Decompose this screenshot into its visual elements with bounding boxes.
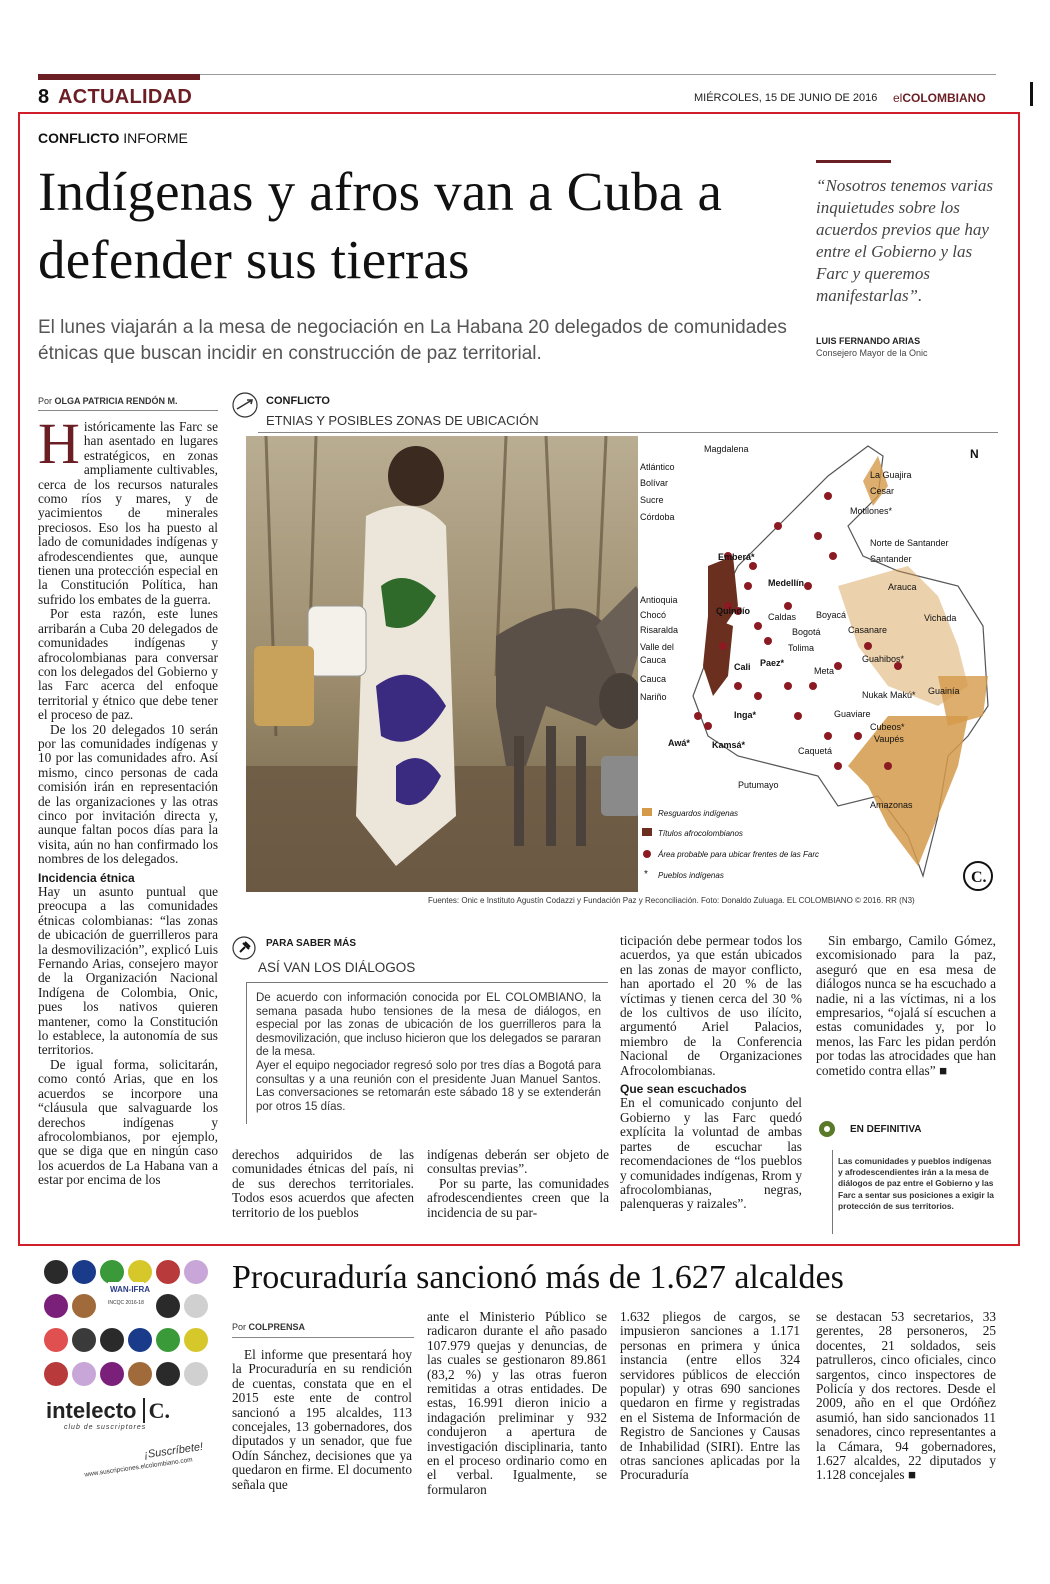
ad-circle (128, 1362, 152, 1386)
map-label: Quindío (716, 606, 750, 616)
ad-circle (156, 1328, 180, 1352)
ad-brand-logo: C. (143, 1398, 170, 1423)
section-subtitle: Que sean escuchados (620, 1082, 747, 1097)
bottom-byline-prefix: Por (232, 1322, 249, 1332)
quote-role: Consejero Mayor de la Onic (816, 348, 928, 358)
article-subhead: El lunes viajarán a la mesa de negociación en La Habana 20 delegados de comunidades étnicas que buscan incidir en construcción de paz territorial. (38, 317, 787, 364)
bottom-byline-name: COLPRENSA (248, 1322, 306, 1332)
map-label: Meta (814, 666, 835, 676)
ad-brand-sub: club de suscriptores (64, 1424, 147, 1431)
bottom-column-4 (816, 1310, 996, 1483)
section-color-bar (38, 74, 200, 80)
ad-brand[interactable] (46, 1398, 170, 1424)
ad-circle (44, 1328, 68, 1352)
map-label: Kamsá* (712, 740, 746, 750)
farc-area-dot (784, 602, 792, 610)
legend-swatch-afro (642, 828, 652, 836)
map-label: Córdoba (640, 512, 675, 522)
drop-cap: H (38, 420, 80, 476)
map-label: Arauca (888, 582, 917, 592)
map-label: Cauca (640, 655, 667, 665)
farc-area-dot (884, 762, 892, 770)
ad-circle (100, 1328, 124, 1352)
newspaper-brand (893, 91, 986, 105)
quote-author: LUIS FERNANDO ARIAS (816, 336, 921, 346)
farc-area-dot (764, 637, 772, 645)
farc-area-dot (824, 492, 832, 500)
farc-area-dot (744, 582, 752, 590)
farc-area-dot (694, 712, 702, 720)
byline (38, 396, 178, 406)
paragraph: 1.632 pliegos de cargos, se impusieron sanciones a 1.171 personas en primera y única instancia (entre ellos 324 servidores públicos de elección popular) y otras 690 sanciones quedaron en firme y registradas en el Sistema de Información de Registro de Sanciones y Causas de Inhabilidad (SIRI). Entre las otras sanciones aplicadas por la Procuraduría (620, 1309, 800, 1483)
bottom-column-1 (232, 1348, 412, 1492)
map-label: Bolívar (640, 478, 669, 488)
map-label: Paez* (760, 658, 785, 668)
map-label: Chocó (640, 610, 667, 620)
legend-label: Área probable para ubicar frentes de las Farc (658, 850, 819, 859)
legend-star: * (644, 869, 648, 880)
ad-circle (128, 1328, 152, 1352)
svg-text:C.: C. (971, 869, 987, 886)
ad-url[interactable]: www.suscripciones.elcolombiano.com (84, 1456, 194, 1479)
farc-area-dot (754, 692, 762, 700)
article-column-2 (232, 1148, 414, 1220)
article-column-1 (38, 420, 218, 1228)
ad-circle (44, 1260, 68, 1284)
farc-area-dot (864, 642, 872, 650)
ad-circle (128, 1260, 152, 1284)
map-label: Risaralda (640, 625, 679, 635)
map-label: Amazonas (870, 800, 913, 810)
map-label: Vaupés (874, 734, 904, 744)
map-label: Medellín (768, 578, 805, 588)
paragraph: En el comunicado conjunto del Gobierno y las Farc quedó explícita la voluntad de ambas partes de escuchar las recomendaciones de “los pueblos y comunidades indígenas, Rrom y afrocolombianas, negras, palenqueras y raizales”. (620, 1095, 802, 1212)
farc-area-dot (854, 732, 862, 740)
edge-marker (1030, 82, 1033, 106)
box-paragraph: Ayer el equipo negociador regresó solo por tres días a Bogotá para consultas y a una reunión con el presidente Juan Manuel Santos. Las conversaciones se retomarán este sábado 18 y se extenderán por otros 15 días. (256, 1059, 601, 1113)
infographic-kicker: CONFLICTO (266, 395, 330, 407)
colombia-map (638, 436, 998, 892)
map-label: Vichada (924, 613, 957, 623)
map-label: Guainía (928, 686, 960, 696)
byline-rule (38, 410, 218, 411)
farc-area-dot (829, 552, 837, 560)
map-label: Nariño (640, 692, 667, 702)
map-label: Emberá* (718, 552, 755, 562)
paragraph: Sin embargo, Camilo Gómez, excomisionado para la paz, aseguró que en esa mesa de diálogos nunca se ha escuchado a nadie, ni a las víctimas, ni a los empresarios, “ojalá sí escuchen a estas comunidades y, por lo menos, las Farc les pidan perdón por todas las atrocidades que han cometido contra ellas” ■ (816, 933, 996, 1078)
definitiva-icon (818, 1120, 836, 1138)
bottom-byline-rule (232, 1337, 414, 1338)
ad-badge: WAN-IFRA (110, 1285, 150, 1294)
map-label: Caldas (768, 612, 797, 622)
ad-circle (184, 1260, 208, 1284)
paragraph: El informe que presentará hoy la Procuraduría en su rendición de cuentas, constata que en el 2015 este ente de control sancionó a 195 alcaldes, 113 concejales, 13 gobernadores, dos diputados y un senador, que fue Odín Sánchez, decisiones que ya quedaron en firme. El documento señala que (232, 1347, 412, 1492)
infographic-icon (232, 392, 258, 418)
paragraph: De los 20 delegados 10 serán por las comunidades indígenas y 10 por las comunidades afro. Así mismo, cinco personas de cada comisión irán en representación de las organizaciones y las otras cinco por invitación directa y, aunque faltan pocos días para la visita, aún no han confirmado los nombres de los delegados. (38, 721, 218, 867)
farc-area-dot (704, 722, 712, 730)
definitiva-text: Las comunidades y pueblos indígenas y afrodescendientes irán a la mesa de diálogos de paz entre el Gobierno y las Farc a sentar sus posiciones a exigir la protección de sus territorios. (838, 1156, 994, 1211)
paragraph: Por su parte, las comunidades afrodescendientes creen que la incidencia de su par- (427, 1175, 609, 1220)
map-label: Norte de Santander (870, 538, 949, 548)
map-drawing (638, 436, 998, 892)
map-label: Nukak Makú* (862, 690, 916, 700)
map-label: Awá* (668, 738, 690, 748)
paragraph: se destacan 53 secretarios, 33 gerentes, 28 personeros, 25 docentes, 21 soldados, seis patrulleros, cinco oficiales, cinco sargentos, cinco inspectores de Policía y dos rectores. Desde el 2009, año en el que Ordóñez asumió, han sido sancionados 11 senadores, cinco representantes a la Cámara, 94 gobernadores, 1.627 alcaldes, 22 diputados y 1.128 concejales ■ (816, 1309, 996, 1483)
map-label: Guaviare (834, 709, 871, 719)
ad-circle (184, 1328, 208, 1352)
bottom-column-2 (427, 1310, 607, 1497)
ad-circle (44, 1362, 68, 1386)
issue-date: MIÉRCOLES, 15 DE JUNIO DE 2016 (694, 92, 878, 104)
quote-rule (816, 160, 891, 163)
paragraph: derechos adquiridos de las comunidades étnicas del país, ni de sus derechos territoriales. Todos esos acuerdos que afecten territorio de los pueblos (232, 1147, 414, 1220)
photo-illustration (246, 436, 696, 892)
byline-name: OLGA PATRICIA RENDÓN M. (54, 396, 178, 406)
ad-circle (72, 1294, 96, 1318)
paragraph: ante el Ministerio Público se radicaron durante el año pasado 107.979 quejas y denuncias, de las cuales se gestionaron 89.861 (83,2 %) y las otras fueron remitidas a otras entidades. De estas, 16.991 dieron inicio a indagación preliminar y 932 condujeron a apertura de investigación disciplinaria, tanto en el proceso ordinario como en el verbal. Igualmente, se formularon (427, 1309, 607, 1497)
farc-area-dot (749, 562, 757, 570)
legend-swatch-resguardos (642, 808, 652, 816)
bottom-headline: Procuraduría sancionó más de 1.627 alcaldes (232, 1259, 844, 1296)
farc-area-dot (784, 682, 792, 690)
ad-brand-text: intelecto (46, 1398, 137, 1423)
farc-area-dot (804, 582, 812, 590)
farc-area-dot (834, 662, 842, 670)
map-label: Caquetá (798, 746, 833, 756)
pull-quote: “Nosotros tenemos varias inquietudes sobre los acuerdos previos que hay entre el Gobierno y las Farc y queremos manifestarlas”. (816, 176, 993, 305)
infographic-title: ETNIAS Y POSIBLES ZONAS DE UBICACIÓN (266, 413, 539, 428)
legend-label: Pueblos indígenas (658, 871, 724, 880)
kicker-bold: CONFLICTO (38, 130, 120, 146)
ad-badge-sub: INCQC 2016-18 (108, 1300, 144, 1306)
byline-prefix: Por (38, 396, 55, 406)
ad-circle (72, 1362, 96, 1386)
pin-icon (232, 936, 256, 960)
article-column-4 (620, 934, 802, 1212)
farc-area-dot (794, 712, 802, 720)
farc-area-dot (814, 532, 822, 540)
article-column-5 (816, 934, 996, 1078)
definitiva-title: EN DEFINITIVA (850, 1124, 922, 1135)
map-label: Tolima (788, 643, 815, 653)
map-label: Cauca (640, 674, 667, 684)
map-label: Guahibos* (862, 654, 905, 664)
legend-label: Resguardos indígenas (658, 809, 739, 818)
map-label: Antioquia (640, 595, 678, 605)
article-headline: Indígenas y afros van a Cuba a defender sus tierras (38, 161, 723, 290)
farc-area-dot (774, 522, 782, 530)
map-label: Bogotá (792, 627, 821, 637)
page-number: 8 (38, 86, 50, 108)
map-label: Inga* (734, 710, 757, 720)
map-label: Magdalena (704, 444, 749, 454)
ad-circle (44, 1294, 68, 1318)
map-label: Santander (870, 554, 912, 564)
ad-circle (184, 1362, 208, 1386)
legend-label: Títulos afrocolombianos (658, 829, 743, 838)
bottom-byline (232, 1322, 305, 1332)
map-label: Putumayo (738, 780, 779, 790)
brand-prefix: el (893, 91, 903, 105)
map-label: Cali (734, 662, 751, 672)
paragraph: ticipación debe permear todos los acuerdos, ya que están ubicados en las zonas de mayor conflicto, han aportado el 20 % de las víctimas y tienen cerca del 30 % de los cultivos de uso ilícito, argumentó Ariel Palacios, miembro de la Conferencia Nacional de Organizaciones Afrocolombianas. (620, 933, 802, 1078)
section-name: ACTUALIDAD (58, 86, 193, 108)
ad-circle (100, 1260, 124, 1284)
map-label: La Guajira (870, 470, 912, 480)
box-paragraph: De acuerdo con información conocida por EL COLOMBIANO, la semana pasada hubo tensiones de la mesa de diálogos, en especial por las zonas de ubicación de los guerrilleros para la desmovilización, que incluso hicieron que los delegados se pararan de la mesa. (256, 992, 601, 1059)
section-subtitle: Incidencia étnica (38, 870, 135, 885)
article-column-3 (427, 1148, 609, 1220)
article-kicker (38, 130, 188, 146)
map-label: Cesar (870, 486, 895, 496)
bottom-column-3 (620, 1310, 800, 1483)
farc-area-dot (734, 682, 742, 690)
farc-area-dot (754, 622, 762, 630)
map-label: Sucre (640, 495, 664, 505)
ad-circle (72, 1328, 96, 1352)
paragraph: Por esta razón, este lunes arribarán a Cuba 20 delegados de comunidades indígenas y afrocolombianas para conversar con los delegados del Gobierno y las Farc acerca del enfoque territorial y étnico que debe tener el proceso de paz. (38, 606, 218, 723)
brand-name: COLOMBIANO (902, 91, 986, 105)
paragraph: De igual forma, solicitarán, como contó Arias, que en los acuerdos se incorpore una “cláusula que salvaguarde los derechos indígenas y afrocolombianos, por ejemplo, que se diga que en ningún caso los acuerdos de La Habana van a estar por encima de los (38, 1056, 218, 1188)
map-label: Atlántico (640, 462, 675, 472)
infographic-rule (258, 432, 998, 433)
box-kicker: PARA SABER MÁS (266, 938, 357, 949)
ad-circle (156, 1260, 180, 1284)
kicker-rest: INFORME (119, 130, 188, 146)
ad-circle (184, 1294, 208, 1318)
infographic-source: Fuentes: Onic e Instituto Agustín Codazzi y Fundación Paz y Reconciliación. Foto: Donaldo Zuluaga. EL COLOMBIANO © 2016. RR (N3) (428, 896, 915, 905)
info-box-text (256, 992, 601, 1114)
photo-woman-with-donkey (246, 436, 696, 892)
box-title: ASÍ VAN LOS DIÁLOGOS (258, 960, 416, 975)
ad-cta[interactable]: ¡Suscríbete! (143, 1440, 204, 1462)
map-label: Boyacá (816, 610, 847, 620)
ad-circle (156, 1294, 180, 1318)
paragraph: indígenas deberán ser objeto de consultas previas”. (427, 1147, 609, 1177)
ad-circles-graphic (38, 1256, 220, 1396)
farc-area-dot (809, 682, 817, 690)
legend-swatch-farc (643, 850, 651, 858)
map-label: Valle del (640, 642, 674, 652)
paragraph: Hay un asunto puntual que preocupa a las comunidades étnicas colombianas: “las zonas de ubicación de guerrilleros para la desmovilización”, explicó Luis Fernando Arias, consejero mayor de la Organización Nacional Indígena de Colombia, Onic, pues los nativos quieren mantener, como la Constitución lo establece, la autonomía de sus territorios. (38, 884, 218, 1058)
map-label: Motilones* (850, 506, 893, 516)
ad-circle (100, 1362, 124, 1386)
ad-circle (156, 1362, 180, 1386)
ad-circle (72, 1260, 96, 1284)
north-arrow: N (970, 447, 979, 461)
farc-area-dot (824, 732, 832, 740)
farc-area-dot (834, 762, 842, 770)
map-label: Casanare (848, 625, 888, 635)
paragraph: istóricamente las Farc se han asentado en lugares estratégicos, en zonas ampliamente cultivables, cerca de los recursos naturales como ríos y mares, y de yacimientos de minerales preciosos. Eso los ha puesto al lado de comunidades indígenas y afrodescendientes que, aunque tienen una protección especial en la Constitución Política, han sufrido los embates de la guerra. (38, 420, 218, 607)
farc-area-dot (719, 642, 727, 650)
map-label: Cubeos* (870, 722, 905, 732)
